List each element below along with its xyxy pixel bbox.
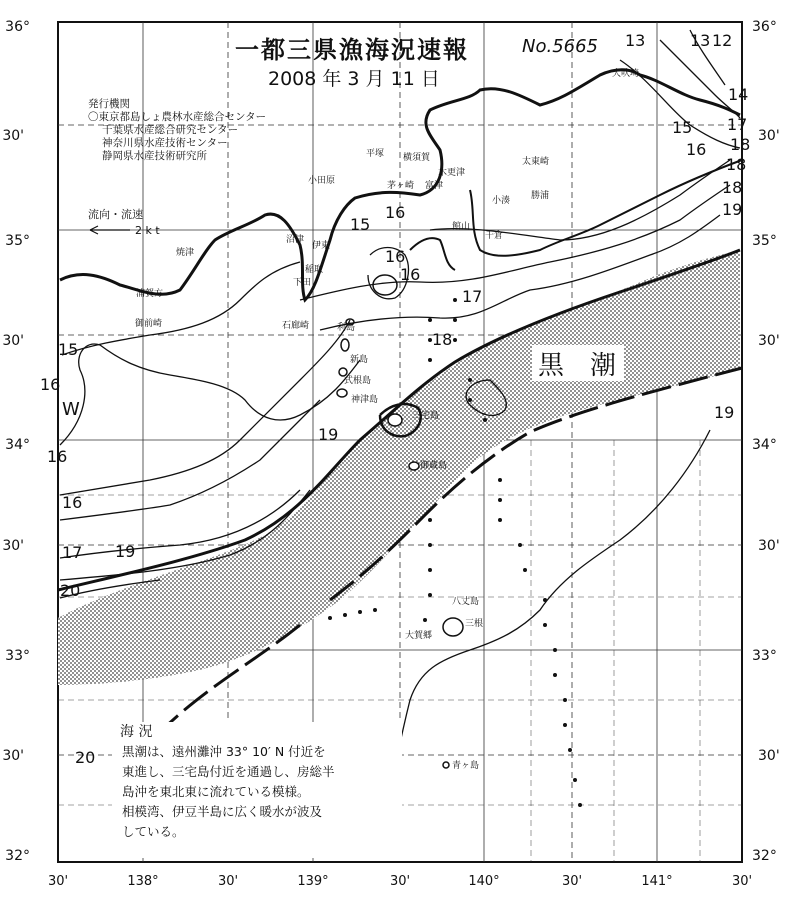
lat-label: 32° [5, 848, 30, 864]
lat-label: 30' [2, 128, 24, 144]
svg-text:19: 19 [722, 200, 743, 219]
svg-text:15: 15 [350, 215, 371, 234]
lat-label: 33° [5, 648, 30, 664]
svg-text:利島: 利島 [337, 323, 356, 333]
svg-text:17: 17 [462, 287, 483, 306]
flow-legend-label: 流向・流速 [88, 208, 143, 221]
report-title: 一都三県漁海況速報 [235, 36, 469, 64]
svg-text:木更津: 木更津 [438, 168, 466, 178]
svg-text:16: 16 [385, 247, 406, 266]
svg-text:15: 15 [58, 340, 79, 359]
svg-text:御前崎: 御前崎 [135, 319, 163, 329]
lon-label: 30' [47, 874, 69, 889]
lon-label: 141° [641, 874, 673, 889]
kuroshio-band [58, 250, 740, 685]
svg-text:16: 16 [47, 447, 68, 466]
svg-text:16: 16 [62, 493, 83, 512]
lon-label: 30' [217, 874, 239, 889]
svg-text:18: 18 [432, 330, 453, 349]
svg-text:下田: 下田 [293, 278, 312, 288]
svg-text:三宅島: 三宅島 [412, 411, 440, 421]
svg-text:17: 17 [62, 543, 83, 562]
latitude-labels-right [752, 19, 780, 864]
svg-text:16: 16 [686, 140, 707, 159]
svg-text:16: 16 [385, 203, 406, 222]
lat-label: 30' [2, 333, 24, 349]
issuer-list [88, 98, 266, 163]
svg-text:大賀郷: 大賀郷 [405, 631, 433, 641]
lat-label: 30' [758, 538, 780, 554]
svg-text:神津島: 神津島 [351, 395, 379, 405]
issuer-line: 神奈川県水産技術センター [102, 137, 228, 149]
svg-text:横須賀: 横須賀 [403, 153, 431, 163]
notes-line: 東進し、三宅島付近を通過し、房総半 [122, 764, 335, 779]
svg-text:20: 20 [60, 581, 81, 600]
svg-text:20: 20 [75, 748, 96, 767]
lat-label: 30' [758, 128, 780, 144]
svg-text:八丈島: 八丈島 [452, 597, 480, 607]
lon-label: 30' [389, 874, 411, 889]
sea-condition-notes [112, 722, 402, 858]
svg-text:千倉: 千倉 [485, 231, 504, 241]
svg-text:石廊崎: 石廊崎 [282, 321, 310, 331]
svg-text:19: 19 [714, 403, 735, 422]
svg-text:18: 18 [730, 135, 751, 154]
svg-text:伊東: 伊東 [312, 241, 331, 251]
svg-text:茅ヶ崎: 茅ヶ崎 [387, 181, 415, 191]
flow-legend [88, 207, 160, 237]
report-number: No.5665 [522, 36, 599, 57]
lon-label: 140° [468, 874, 500, 889]
svg-text:青ヶ島: 青ヶ島 [452, 761, 480, 771]
svg-text:富津: 富津 [425, 181, 444, 191]
lat-label: 30' [2, 748, 24, 764]
svg-text:沼津: 沼津 [286, 235, 305, 245]
svg-text:太東崎: 太東崎 [522, 157, 550, 167]
lat-label: 30' [2, 538, 24, 554]
svg-text:平塚: 平塚 [366, 149, 385, 159]
svg-text:13: 13 [690, 31, 711, 50]
issuer-heading: 発行機関 [88, 98, 130, 110]
svg-text:新島: 新島 [350, 355, 369, 365]
report-date: 2008 年 3 月 11 日 [268, 68, 440, 90]
notes-line: 相模湾、伊豆半島に広く暖水が波及 [122, 804, 323, 819]
issuer-line: 千葉県水産総合研究センター [102, 124, 239, 136]
latitude-labels-left [2, 19, 30, 864]
svg-text:浦賀方: 浦賀方 [136, 289, 164, 299]
lon-label: 138° [127, 874, 159, 889]
notes-heading: 海 況 [120, 724, 153, 740]
issuer-line: 静岡県水産技術研究所 [102, 150, 207, 162]
lat-label: 30' [758, 748, 780, 764]
longitude-labels [48, 874, 752, 889]
svg-text:館山: 館山 [452, 222, 471, 232]
notes-line: 島沖を東北東に流れている模様。 [122, 784, 310, 799]
issuer-line: 〇東京都島しょ農林水産総合センター [88, 111, 267, 123]
svg-text:勝浦: 勝浦 [531, 191, 550, 201]
svg-text:13: 13 [625, 31, 646, 50]
lat-label: 34° [5, 437, 30, 453]
lat-label: 33° [752, 648, 777, 664]
lat-label: 30' [758, 333, 780, 349]
lon-label: 139° [297, 874, 329, 889]
svg-text:焼津: 焼津 [176, 248, 195, 258]
svg-text:14: 14 [728, 85, 749, 104]
svg-text:式根島: 式根島 [344, 376, 372, 386]
notes-line: している。 [122, 824, 185, 839]
svg-text:犬吠埼: 犬吠埼 [612, 69, 640, 79]
lat-label: 35° [5, 233, 30, 249]
lat-label: 32° [752, 848, 777, 864]
svg-text:16: 16 [40, 375, 61, 394]
svg-text:小田原: 小田原 [308, 176, 336, 186]
svg-text:稲取: 稲取 [305, 265, 324, 275]
svg-text:12: 12 [712, 31, 733, 50]
lat-label: 34° [752, 437, 777, 453]
svg-text:小湊: 小湊 [492, 196, 511, 206]
lat-label: 36° [752, 19, 777, 35]
lat-label: 36° [5, 19, 30, 35]
warm-water-label: W [62, 399, 80, 420]
notes-line: 黒潮は、遠州灘沖 33° 10′ N 付近を [122, 744, 326, 759]
lon-label: 30' [561, 874, 583, 889]
lon-label: 30' [731, 874, 753, 889]
svg-text:19: 19 [318, 425, 339, 444]
svg-text:17: 17 [727, 115, 748, 134]
lat-label: 35° [752, 233, 777, 249]
svg-text:18: 18 [726, 155, 747, 174]
svg-text:御蔵島: 御蔵島 [420, 461, 448, 471]
svg-text:16: 16 [400, 265, 421, 284]
svg-text:15: 15 [672, 118, 693, 137]
svg-text:19: 19 [115, 542, 136, 561]
flow-speed-label: 2 k t [135, 224, 160, 237]
svg-text:三根: 三根 [465, 619, 484, 629]
svg-text:18: 18 [722, 178, 743, 197]
kuroshio-label: 黒 潮 [538, 351, 617, 381]
